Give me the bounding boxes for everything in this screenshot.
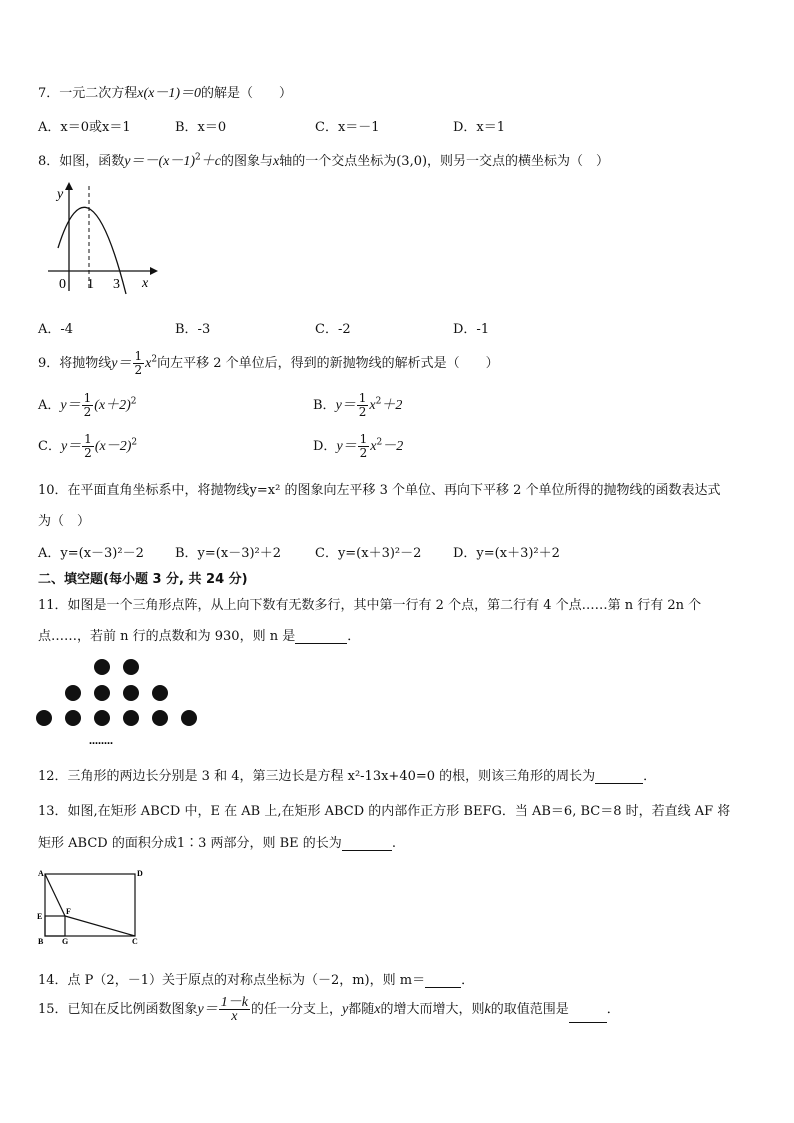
dot	[94, 685, 110, 701]
label-b: B	[38, 937, 44, 946]
q15-x: x	[374, 1002, 381, 1017]
label-e: E	[37, 912, 43, 921]
q7-stem	[38, 82, 292, 102]
q7-option-d: D．x＝1	[453, 120, 506, 135]
y-axis-arrow	[65, 182, 73, 190]
opt-tail: －2	[382, 439, 404, 454]
opt-expr: (x＋2)	[94, 398, 131, 413]
q10-option-b: B．y=(x－3)²＋2	[175, 546, 282, 561]
q11-period: ．	[347, 629, 361, 644]
option-label: A．	[38, 398, 61, 413]
q14-stem	[38, 969, 474, 988]
dot	[123, 685, 139, 701]
dot	[94, 659, 110, 675]
label-g: G	[62, 937, 69, 946]
q9-y: y＝	[111, 356, 132, 371]
q14-period: ．	[461, 973, 475, 988]
frac-num: 1	[84, 432, 92, 446]
q15-prefix: 15．已知在反比例函数图象	[38, 1002, 198, 1017]
q9-exp: 2	[151, 354, 158, 365]
q15-fraction	[219, 996, 250, 1023]
q11-line2-text: 点……，若前 n 行的点数和为 930，则 n 是	[38, 629, 296, 644]
q9-option-b	[313, 392, 402, 419]
q10-stem-line1: 10．在平面直角坐标系中，将抛物线y=x² 的图象向左平移 3 个单位、再向下平移 2 个单位所得的抛物线的函数表达式	[38, 483, 721, 498]
opt-tail: ＋2	[381, 398, 403, 413]
frac-den: 2	[84, 446, 92, 460]
q11-triangle-dot-array	[34, 656, 204, 748]
q15-y-eq: y＝	[197, 1002, 218, 1017]
graph-x-label: x	[142, 276, 149, 291]
q9-option-a	[38, 392, 137, 419]
q8-exponent: 2	[195, 152, 201, 163]
opt-exp: 2	[375, 396, 382, 407]
q8-option-b: B．-3	[175, 322, 211, 337]
frac-den: x	[231, 1009, 238, 1024]
dot	[123, 710, 139, 726]
label-d: D	[137, 869, 143, 878]
answer-blank[interactable]	[425, 987, 461, 988]
frac-num: 1－k	[220, 995, 248, 1010]
rectangle-abcd	[45, 874, 135, 936]
graph-y-label: y	[57, 187, 64, 202]
q9-option-d	[313, 433, 403, 460]
opt-fraction	[82, 392, 94, 419]
q13-period: .	[391, 836, 396, 851]
dot	[123, 659, 139, 675]
q9-stem	[38, 350, 499, 377]
q9-fraction	[133, 350, 145, 377]
option-label: D．	[313, 439, 337, 454]
opt-expr: (x－2)	[94, 439, 132, 454]
q7-option-a: A．x＝0或x＝1	[38, 120, 131, 135]
q13-stem-line2	[38, 832, 396, 851]
q11-stem-line2	[38, 625, 360, 644]
q8-suffix: 轴的一个交点坐标为(3,0)，则另一交点的横坐标为（ ）	[279, 154, 610, 169]
q15-mid2: 都随	[348, 1002, 375, 1017]
q15-y: y	[342, 1002, 349, 1017]
x-axis-arrow	[150, 267, 158, 275]
frac-den: 2	[83, 405, 92, 419]
frac-num: 1	[358, 391, 367, 405]
q13-rectangle-figure	[30, 864, 150, 948]
opt-exp: 2	[376, 437, 383, 448]
opt-exp: 2	[131, 437, 138, 448]
q7-option-b: B．x＝0	[175, 120, 227, 135]
q12-period: ．	[643, 769, 657, 784]
option-label: C．	[38, 439, 61, 454]
opt-fraction	[82, 433, 94, 460]
dot	[65, 685, 81, 701]
frac-num: 1	[359, 432, 368, 446]
square-befg	[45, 916, 65, 936]
q10-option-d: D．y=(x＋3)²＋2	[453, 546, 560, 561]
frac-num: 1	[83, 391, 92, 405]
q9-suffix: 向左平移 2 个单位后，得到的新抛物线的解析式是（ ）	[157, 356, 499, 371]
dot	[152, 710, 168, 726]
q10-stem-line2: 为（ ）	[38, 514, 91, 529]
dot	[152, 685, 168, 701]
label-c: C	[132, 937, 138, 946]
label-a: A	[38, 869, 44, 878]
q12-stem	[38, 765, 656, 784]
q8-prefix: 8．如图，函数	[38, 154, 125, 169]
graph-tick-1: 1	[87, 277, 94, 292]
line-fc	[65, 916, 135, 936]
q9-option-c	[38, 433, 137, 460]
q7-option-c: C．x＝－1	[315, 120, 380, 135]
frac-den: 2	[134, 363, 143, 377]
q9-prefix: 9．将抛物线	[38, 356, 112, 371]
frac-num: 1	[134, 349, 143, 363]
q11-stem-line1: 11．如图是一个三角形点阵，从上向下数有无数多行，其中第一行有 2 个点，第二行有 4 个点……第 n 行有 2n 个	[38, 598, 702, 613]
q7-equation: x(x－1)＝0	[137, 86, 202, 101]
q10-option-a: A．y=(x－3)²－2	[38, 546, 144, 561]
opt-fraction	[357, 392, 369, 419]
opt-y: y＝	[335, 398, 356, 413]
q9-x: x	[145, 356, 152, 371]
answer-blank[interactable]	[342, 850, 392, 851]
q8-option-a: A．-4	[38, 322, 74, 337]
dot	[181, 710, 197, 726]
opt-expr: x	[369, 398, 376, 413]
graph-tick-3: 3	[113, 277, 120, 292]
opt-exp: 2	[130, 396, 137, 407]
q15-suffix: 的取值范围是	[490, 1002, 569, 1017]
q8-mid: 的图象与	[221, 154, 274, 169]
opt-expr: x	[370, 439, 377, 454]
opt-fraction	[358, 433, 370, 460]
q13-line2-text: 矩形 ABCD 的面积分成1∶3 两部分，则 BE 的长为	[38, 836, 342, 851]
dot	[65, 710, 81, 726]
q15-stem	[38, 996, 620, 1023]
q7-suffix: 的解是（ ）	[201, 86, 293, 101]
dot	[94, 710, 110, 726]
q14-text: 14．点 P（2，－1）关于原点的对称点坐标为（－2，m)，则 m＝	[38, 973, 426, 988]
answer-blank[interactable]	[569, 1022, 607, 1023]
q8-function-tail: ＋c	[200, 154, 221, 169]
option-label: B．	[313, 398, 336, 413]
q8-axis: x	[273, 154, 280, 169]
opt-y: y＝	[60, 439, 82, 454]
q15-mid3: 的增大而增大，则	[380, 1002, 485, 1017]
q15-period: ．	[606, 1002, 620, 1017]
graph-origin-label: 0	[59, 277, 66, 292]
q8-option-d: D．-1	[453, 322, 490, 337]
section-title-fill-in: 二、填空题(每小题 3 分, 共 24 分)	[38, 572, 248, 587]
q13-stem-line1: 13．如图,在矩形 ABCD 中，E 在 AB 上,在矩形 ABCD 的内部作正方形 BEFG．当 AB＝6, BC＝8 时，若直线 AF 将	[38, 804, 731, 819]
dots-ellipsis: ........	[89, 733, 113, 747]
q8-stem	[38, 150, 609, 170]
q15-k: k	[484, 1002, 491, 1017]
q8-parabola-graph	[40, 178, 160, 298]
q8-function: y＝－(x－1)	[124, 154, 196, 169]
opt-y: y＝	[60, 398, 81, 413]
frac-den: 2	[358, 405, 367, 419]
q7-prefix: 7．一元二次方程	[38, 86, 138, 101]
answer-blank[interactable]	[595, 783, 643, 784]
answer-blank[interactable]	[295, 643, 347, 644]
q12-text: 12．三角形的两边长分别是 3 和 4，第三边长是方程 x²-13x+40=0 的根，则该三角形的周长为	[38, 769, 596, 784]
label-f: F	[66, 907, 71, 916]
q8-option-c: C．-2	[315, 322, 351, 337]
q15-mid: 的任一分支上，	[250, 1002, 342, 1017]
q10-option-c: C．y=(x＋3)²－2	[315, 546, 422, 561]
line-af	[45, 874, 65, 916]
opt-y: y＝	[336, 439, 357, 454]
dot	[36, 710, 52, 726]
frac-den: 2	[359, 446, 368, 460]
